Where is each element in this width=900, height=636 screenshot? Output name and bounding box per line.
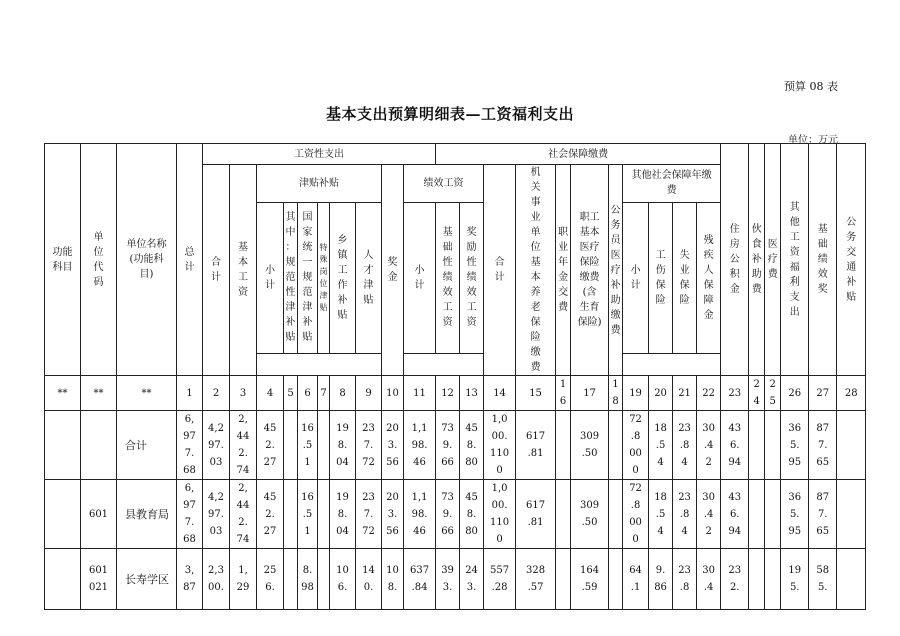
header-annuity: 职 业 年 金 交 费 <box>556 165 571 376</box>
value-cell: 18 .5 4 <box>649 411 673 480</box>
header-unit-name: 单位名称 (功能科 目) <box>117 144 177 376</box>
header-func-subject: 功能 科目 <box>45 144 81 376</box>
value-cell: 20 3. 56 <box>382 411 404 480</box>
form-number: 预算 08 表 <box>784 80 838 93</box>
value-cell: 328 .57 <box>516 549 556 610</box>
header-medical: 职工 基本 医疗 保险 缴费 (含 生育 保险) <box>571 165 609 376</box>
value-cell <box>765 411 781 480</box>
value-cell: 1,0 00. 110 0 <box>484 480 516 549</box>
value-cell: 14 0. <box>356 549 382 610</box>
index-cell: 26 <box>781 376 809 411</box>
value-cell: 19 8. 04 <box>330 411 356 480</box>
name-cell: 长寿学区 <box>117 549 177 610</box>
value-cell: 23 7. 72 <box>356 480 382 549</box>
value-cell: 16 .5 1 <box>298 411 318 480</box>
value-cell: 3, 87 <box>177 549 203 610</box>
header-disability: 残 疾 人 保 障 金 <box>697 202 721 353</box>
value-cell <box>284 549 298 610</box>
unit-label: 单位：万元 <box>788 135 838 146</box>
index-cell: 7 <box>318 376 330 411</box>
value-cell: 1, 29 <box>230 549 257 610</box>
value-cell: 10 8. <box>382 549 404 610</box>
index-cell: ** <box>81 376 117 411</box>
value-cell <box>318 480 330 549</box>
header-other-subtotal: 小 计 <box>623 202 649 353</box>
column-index-row <box>45 376 866 411</box>
value-cell: 4,2 97. 03 <box>203 480 230 549</box>
value-cell: 43 6. 94 <box>721 480 749 549</box>
index-cell: 22 <box>697 376 721 411</box>
value-cell <box>749 549 765 610</box>
header-unit-code: 单 位 代 码 <box>81 144 117 376</box>
value-cell: 23 7. 72 <box>356 411 382 480</box>
value-cell <box>837 480 866 549</box>
value-cell <box>765 549 781 610</box>
index-cell: 23 <box>721 376 749 411</box>
index-cell: 2 5 <box>765 376 781 411</box>
value-cell: 30 .4 <box>697 549 721 610</box>
index-cell: 1 8 <box>609 376 623 411</box>
index-cell: ** <box>117 376 177 411</box>
header-perf-incentive: 奖 励 性 绩 效 工 资 <box>460 202 484 353</box>
value-cell: 58 5. <box>809 549 837 610</box>
value-cell: 45 2. 27 <box>257 480 284 549</box>
func-cell <box>45 411 81 480</box>
value-cell: 36 5. 95 <box>781 411 809 480</box>
value-cell: 164 .59 <box>571 549 609 610</box>
value-cell: 4,2 97. 03 <box>203 411 230 480</box>
value-cell: 18 .5 4 <box>649 480 673 549</box>
code-cell <box>81 411 117 480</box>
value-cell <box>749 480 765 549</box>
value-cell: 2,3 00. <box>203 549 230 610</box>
value-cell: 25 6. <box>257 549 284 610</box>
value-cell: 617 .81 <box>516 411 556 480</box>
value-cell: 43 6. 94 <box>721 411 749 480</box>
index-cell: 21 <box>673 376 697 411</box>
index-cell: 10 <box>382 376 404 411</box>
index-cell: 27 <box>809 376 837 411</box>
name-cell: 县教育局 <box>117 480 177 549</box>
value-cell: 73 9. 66 <box>436 411 460 480</box>
value-cell: 45 8. 80 <box>460 411 484 480</box>
value-cell: 87 7. 65 <box>809 411 837 480</box>
header-meal-allowance: 伙 食 补 助 费 <box>749 144 765 376</box>
header-bonus: 奖 金 <box>382 165 404 376</box>
index-cell: 12 <box>436 376 460 411</box>
value-cell: 23 .8 <box>673 549 697 610</box>
value-cell: 2, 44 2. 74 <box>230 411 257 480</box>
header-social-group: 社会保障缴费 <box>436 144 721 165</box>
value-cell: 20 3. 56 <box>382 480 404 549</box>
value-cell: 309 .50 <box>571 411 609 480</box>
index-cell: 20 <box>649 376 673 411</box>
header-transport: 公 务 交 通 补 贴 <box>837 144 866 376</box>
code-cell: 601 <box>81 480 117 549</box>
header-perf-basic: 基 础 性 绩 效 工 资 <box>436 202 460 353</box>
value-cell: 557 .28 <box>484 549 516 610</box>
header-basic-perf-award: 基 础 绩 效 奖 <box>809 144 837 376</box>
index-cell: 9 <box>356 376 382 411</box>
value-cell <box>609 411 623 480</box>
value-cell: 23 .8 4 <box>673 411 697 480</box>
func-cell <box>45 549 81 610</box>
value-cell: 16 .5 1 <box>298 480 318 549</box>
value-cell: 8. 98 <box>298 549 318 610</box>
value-cell: 24 3. <box>460 549 484 610</box>
page-title: 基本支出预算明细表—工资福利支出 <box>325 105 574 123</box>
table-row <box>45 411 866 480</box>
value-cell <box>609 549 623 610</box>
table-row <box>45 549 866 610</box>
header-standard-allowance: 其 中 ： 规 范 性 津 补 贴 <box>284 202 298 353</box>
header-basic-salary: 基 本 工 资 <box>230 165 257 376</box>
value-cell: 10 6. <box>330 549 356 610</box>
index-cell: 4 <box>257 376 284 411</box>
name-cell: 合计 <box>117 411 177 480</box>
index-cell: 17 <box>571 376 609 411</box>
header-special-post: 特 殊 岗 位 津 贴 <box>318 202 330 353</box>
value-cell: 2, 44 2. 74 <box>230 480 257 549</box>
header-salary-subtotal: 合 计 <box>203 165 230 376</box>
value-cell <box>318 549 330 610</box>
index-cell: 2 <box>203 376 230 411</box>
value-cell <box>556 549 571 610</box>
header-housing-fund: 住 房 公 积 金 <box>721 144 749 376</box>
header-total: 总 计 <box>177 144 203 376</box>
index-cell: 28 <box>837 376 866 411</box>
value-cell: 72 .8 00 0 <box>623 480 649 549</box>
value-cell: 1,0 00. 110 0 <box>484 411 516 480</box>
value-cell: 23 2. <box>721 549 749 610</box>
value-cell: 72 .8 00 0 <box>623 411 649 480</box>
index-cell: 11 <box>404 376 436 411</box>
value-cell: 73 9. 66 <box>436 480 460 549</box>
header-civil-medical: 公 务 员 医 疗 补 助 缴 费 <box>609 165 623 376</box>
header-social-subtotal: 合 计 <box>484 165 516 376</box>
value-cell: 36 5. 95 <box>781 480 809 549</box>
value-cell: 45 2. 27 <box>257 411 284 480</box>
header-allowance-subtotal: 小 计 <box>257 202 284 353</box>
value-cell: 1,1 98. 46 <box>404 411 436 480</box>
header-national-allowance: 国 家 统 一 规 范 津 补 贴 <box>298 202 318 353</box>
header-perf-group: 绩效工资 <box>404 165 484 203</box>
header-medical-fee: 医 疗 费 <box>765 144 781 376</box>
value-cell: 45 8. 80 <box>460 480 484 549</box>
value-cell: 19 8. 04 <box>330 480 356 549</box>
value-cell: 637 .84 <box>404 549 436 610</box>
value-cell <box>837 549 866 610</box>
header-talent-allowance: 人 才 津 贴 <box>356 202 382 353</box>
header-injury: 工 伤 保 险 <box>649 202 673 353</box>
value-cell <box>556 411 571 480</box>
header-other-welfare: 其 他 工 资 福 利 支 出 <box>781 144 809 376</box>
value-cell: 9. 86 <box>649 549 673 610</box>
value-cell <box>749 411 765 480</box>
header-township-allowance: 乡 镇 工 作 补 贴 <box>330 202 356 353</box>
value-cell: 23 .8 4 <box>673 480 697 549</box>
value-cell: 39 3. <box>436 549 460 610</box>
index-cell: 6 <box>298 376 318 411</box>
index-cell: 15 <box>516 376 556 411</box>
value-cell: 6, 97 7. 68 <box>177 411 203 480</box>
value-cell: 309 .50 <box>571 480 609 549</box>
header-salary-group: 工资性支出 <box>203 144 436 165</box>
value-cell <box>837 411 866 480</box>
index-cell: 19 <box>623 376 649 411</box>
value-cell <box>284 480 298 549</box>
index-cell: 8 <box>330 376 356 411</box>
value-cell: 6, 97 7. 68 <box>177 480 203 549</box>
value-cell: 87 7. 65 <box>809 480 837 549</box>
index-cell: 1 6 <box>556 376 571 411</box>
header-perf-subtotal: 小 计 <box>404 202 436 353</box>
code-cell: 601 021 <box>81 549 117 610</box>
index-cell: 14 <box>484 376 516 411</box>
index-cell: ** <box>45 376 81 411</box>
header-pension: 机 关 事 业 单 位 基 本 养 老 保 险 缴 费 <box>516 165 556 376</box>
value-cell <box>284 411 298 480</box>
value-cell <box>765 480 781 549</box>
value-cell: 64 .1 <box>623 549 649 610</box>
index-cell: 1 <box>177 376 203 411</box>
func-cell <box>45 480 81 549</box>
value-cell: 617 .81 <box>516 480 556 549</box>
index-cell: 5 <box>284 376 298 411</box>
value-cell <box>609 480 623 549</box>
index-cell: 3 <box>230 376 257 411</box>
value-cell: 30 .4 2 <box>697 480 721 549</box>
index-cell: 2 4 <box>749 376 765 411</box>
table-row <box>45 480 866 549</box>
header-other-social-group: 其他社会保障年缴 费 <box>623 165 721 203</box>
value-cell <box>556 480 571 549</box>
index-cell: 13 <box>460 376 484 411</box>
budget-table <box>44 143 866 610</box>
value-cell: 30 .4 2 <box>697 411 721 480</box>
value-cell <box>318 411 330 480</box>
value-cell: 1,1 98. 46 <box>404 480 436 549</box>
header-allowance-group: 津贴补贴 <box>257 165 382 203</box>
header-unemployment: 失 业 保 险 <box>673 202 697 353</box>
budget-table-container <box>44 143 856 636</box>
value-cell: 19 5. <box>781 549 809 610</box>
